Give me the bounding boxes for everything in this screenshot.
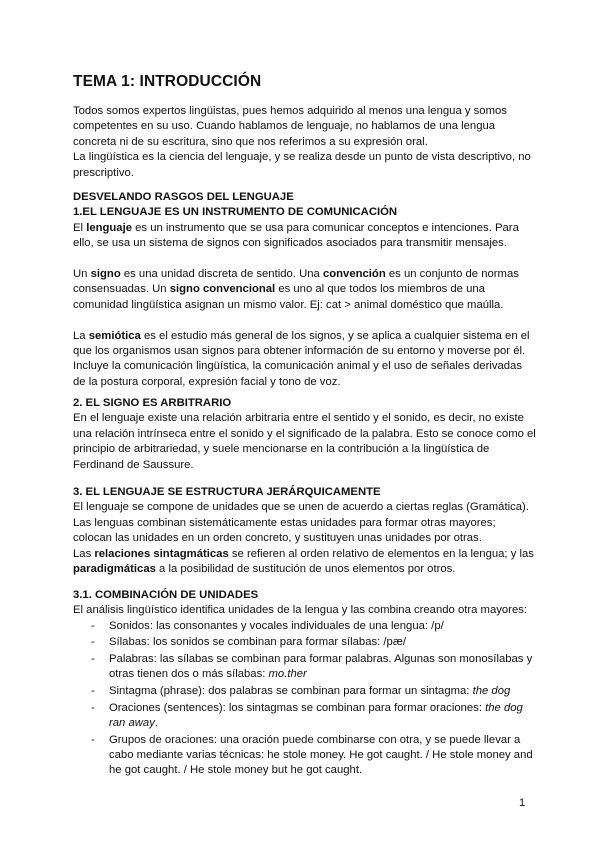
section-3-1 — [73, 588, 543, 780]
section-2 — [73, 396, 543, 473]
text-line: Las lenguas combinan sistemáticamente estas unidades para formar otras mayores; — [73, 516, 496, 529]
text-line: En el lenguaje existe una relación arbitraria entre el sentido y el sonido, es decir, no existe — [73, 412, 524, 425]
term-semiotica: semiótica — [88, 329, 141, 342]
term-signo: signo — [90, 267, 121, 280]
text-line: La lingüística es la ciencia del lenguaje, y se realiza desde un punto de vista descriptivo, no — [73, 151, 531, 164]
section-heading-3-1: 3.1. COMBINACIÓN DE UNIDADES — [73, 589, 259, 601]
text-line: comunidad lingüística asignan un mismo valor. Ej: cat > animal doméstico que maúlla. — [73, 298, 504, 311]
term-relaciones-sintagmaticas: relaciones sintagmáticas — [94, 547, 229, 560]
text-line: ello, se usa un sistema de signos con significados asociados para transmitir mensajes. — [73, 237, 507, 250]
text-line: que los organismos usan signos para obtener información de su entorno y moverse por él. — [73, 344, 526, 357]
intro-paragraph — [73, 104, 543, 181]
dash-bullet: - — [91, 652, 95, 665]
text-line: principio de arbitrariedad, y suele mencionarse en la contribución a la lingüística de — [73, 443, 490, 456]
text-line: prescriptivo. — [73, 166, 134, 179]
units-list — [73, 619, 535, 779]
list-item-oraciones: - Oraciones (sentences): los sintagmas se combinan para formar oraciones: the dog ran away. — [91, 701, 523, 729]
section-heading-3: 3. EL LENGUAJE SE ESTRUCTURA JERÁRQUICAMENTE — [73, 486, 381, 498]
term-lenguaje: lenguaje — [86, 221, 133, 234]
text-line: El análisis lingüístico identifica unidades de la lengua y las combina creando otra mayores: — [73, 604, 528, 617]
text-line: El lenguaje se compone de unidades que se unen de acuerdo a ciertas reglas (Gramática). — [73, 501, 529, 514]
section-3 — [73, 485, 543, 577]
dash-bullet: - — [91, 636, 95, 649]
term-paradigmaticas: paradigmáticas — [73, 562, 156, 575]
dash-bullet: - — [91, 619, 95, 632]
text-line: Las relaciones sintagmáticas se refieren al orden relativo de elementos en la lengua; y las — [73, 547, 534, 560]
page-title: TEMA 1: INTRODUCCIÓN — [73, 73, 262, 90]
text-line: El lenguaje es un instrumento que se usa para comunicar conceptos e intenciones. Para — [73, 221, 519, 234]
dash-bullet: - — [91, 701, 95, 714]
term-signo-convencional: signo convencional — [169, 283, 276, 296]
list-item-silabas: - Sílabas: los sonidos se combinan para formar sílabas: /pæ/ — [73, 635, 535, 650]
dash-bullet: - — [91, 733, 95, 746]
text-line: de la postura corporal, expresión facial y tono de voz. — [73, 375, 341, 388]
text-line: consensuadas. Un signo convencional es uno al que todos los miembros de una — [73, 283, 485, 296]
text-line: Todos somos expertos lingüistas, pues hemos adquirido al menos una lengua y somos — [73, 105, 507, 117]
text-line: Un signo es una unidad discreta de sentido. Una convención es un conjunto de normas — [73, 267, 519, 280]
section-1 — [73, 190, 543, 390]
section-heading-1: 1.EL LENGUAJE ES UN INSTRUMENTO DE COMUNICACIÓN — [73, 206, 398, 219]
text-line: paradigmáticas a la posibilidad de sustitución de unos elementos por otros. — [73, 562, 456, 575]
list-item-grupos-de-oraciones: - Grupos de oraciones: una oración puede combinarse con otra, y se puede llevar a cabo mediante varias técnicas: he stole money. He got caught. / He stole money and he got caught. / He stole money but he got caught. — [91, 733, 533, 777]
text-line: colocan las unidades en un orden concreto, y sustituyen unas unidades por otras. — [73, 532, 482, 545]
list-item-sintagma: - Sintagma (phrase): dos palabras se combinan para formar un sintagma: the dog — [73, 684, 535, 699]
list-item-palabras: - Palabras: las sílabas se combinan para formar palabras. Algunas son monosílabas y otras tienen dos o más sílabas: mo.ther — [91, 652, 533, 681]
dash-bullet: - — [91, 684, 95, 697]
text-line: una relación intrínseca entre el sonido y el significado de la palabra. Esto se conoce como el — [73, 427, 536, 440]
page-number: 1 — [519, 797, 526, 809]
section-heading-2: 2. EL SIGNO ES ARBITRARIO — [73, 397, 232, 409]
text-line: concreta ni de su escritura, sino que nos referimos a su expresión oral. — [73, 135, 428, 148]
text-line: Incluye la comunicación lingüística, la comunicación animal y el uso de señales derivadas — [73, 360, 522, 373]
text-line: competentes en su uso. Cuando hablamos de lenguaje, no hablamos de una lengua — [73, 120, 496, 133]
section-heading-main: DESVELANDO RASGOS DEL LENGUAJE — [73, 191, 294, 203]
term-convencion: convención — [322, 267, 386, 280]
list-item-sonidos: - Sonidos: las consonantes y vocales individuales de una lengua: /p/ — [73, 619, 535, 634]
text-line: Ferdinand de Saussure. — [73, 458, 194, 471]
text-line: La semiótica es el estudio más general de los signos, y se aplica a cualquier sistema en el — [73, 329, 530, 342]
